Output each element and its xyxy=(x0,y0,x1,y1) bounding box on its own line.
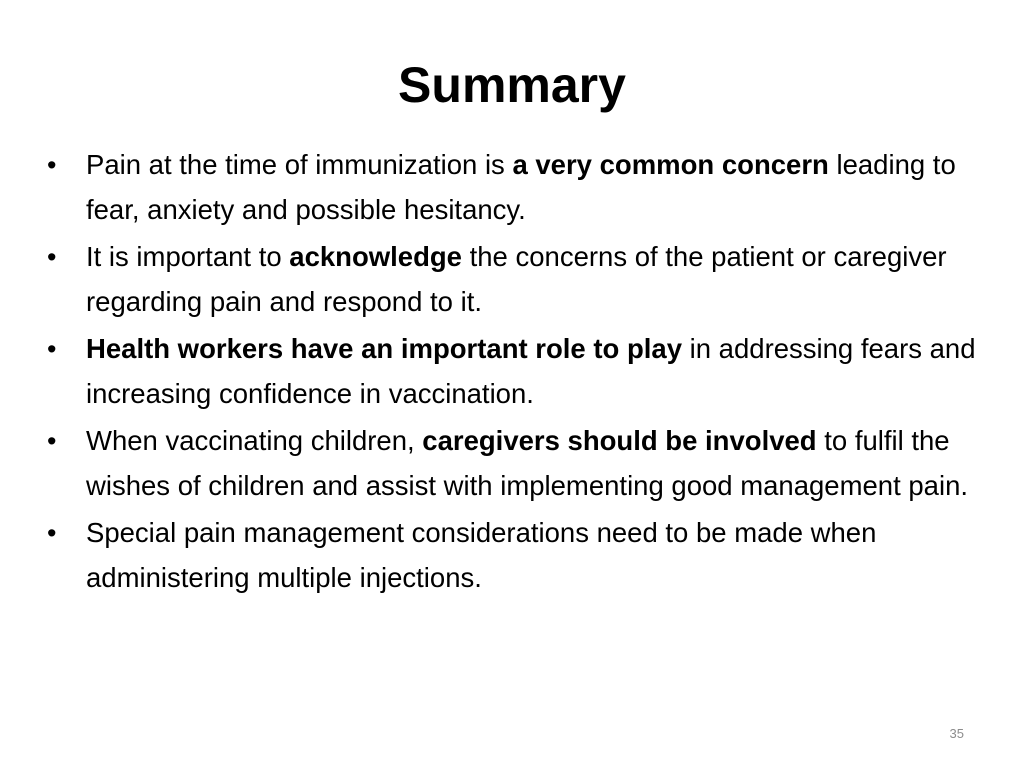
bullet-text: It is important to xyxy=(86,241,290,272)
bullet-dot-icon: • xyxy=(47,518,57,548)
bullet-dot-icon: • xyxy=(47,426,57,456)
bullet-emphasis: a very common concern xyxy=(512,149,829,180)
bullet-text: Pain at the time of immunization is xyxy=(86,149,513,180)
bullet-text: Special pain management considerations need to be made when administering multiple injections. xyxy=(86,517,877,593)
page-number: 35 xyxy=(949,726,964,741)
bullet-text: When vaccinating children, xyxy=(86,425,423,456)
bullet-item xyxy=(40,327,980,416)
bullet-item xyxy=(40,235,980,324)
bullet-emphasis: caregivers should be involved xyxy=(422,425,817,456)
bullet-dot-icon: • xyxy=(47,242,57,272)
bullet-item xyxy=(40,511,980,600)
bullet-item xyxy=(40,419,980,508)
bullet-text: leading to fear, anxiety and possible hesitancy. xyxy=(86,149,956,225)
bullet-dot-icon: • xyxy=(47,150,57,180)
bullet-list xyxy=(40,143,980,603)
bullet-dot-icon: • xyxy=(47,334,57,364)
bullet-item xyxy=(40,143,980,232)
slide-title: Summary xyxy=(398,57,626,113)
bullet-emphasis: Health workers have an important role to play xyxy=(86,333,682,364)
bullet-text: the concerns of the patient or caregiver regarding pain and respond to it. xyxy=(86,241,947,317)
bullet-emphasis: acknowledge xyxy=(289,241,462,272)
bullet-text: in addressing fears and increasing confidence in vaccination. xyxy=(86,333,976,409)
bullet-text: to fulfil the wishes of children and assist with implementing good management pain. xyxy=(86,425,969,501)
